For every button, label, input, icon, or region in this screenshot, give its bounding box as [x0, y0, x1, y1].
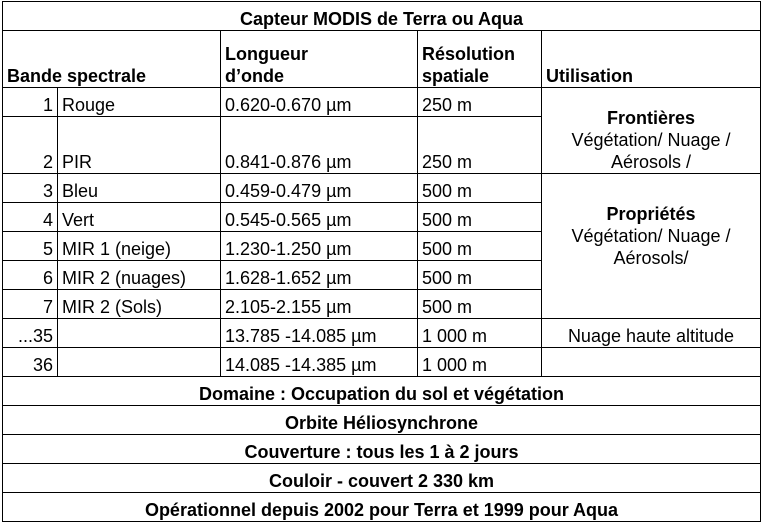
- band-wavelength: 0.841-0.876 µm: [221, 117, 418, 174]
- band-resolution: 1 000 m: [418, 348, 542, 377]
- table-row: [3, 319, 761, 348]
- band-resolution: 500 m: [418, 261, 542, 290]
- band-resolution: 250 m: [418, 88, 542, 117]
- footer-operational: Opérationnel depuis 2002 pour Terra et 1999 pour Aqua: [3, 493, 761, 522]
- footer-domain: Domaine : Occupation du sol et végétation: [3, 377, 761, 406]
- table-title: Capteur MODIS de Terra ou Aqua: [3, 2, 761, 31]
- band-resolution: 500 m: [418, 290, 542, 319]
- band-wavelength: 13.785 -14.085 µm: [221, 319, 418, 348]
- band-name: MIR 1 (neige): [58, 232, 221, 261]
- band-resolution: 1 000 m: [418, 319, 542, 348]
- band-name: Rouge: [58, 88, 221, 117]
- usage-group-proprietes: [542, 174, 761, 319]
- usage-group-title: Frontières: [606, 108, 696, 128]
- footer-coverage: Couverture : tous les 1 à 2 jours: [3, 435, 761, 464]
- band-number: 2: [3, 117, 58, 174]
- header-wavelength-line2: d’onde: [225, 66, 284, 86]
- band-resolution: 500 m: [418, 174, 542, 203]
- header-band: Bande spectrale: [3, 31, 221, 88]
- header-usage: Utilisation: [542, 31, 761, 88]
- modis-table: [2, 1, 761, 522]
- band-resolution: 500 m: [418, 232, 542, 261]
- usage-group-line2: Aérosols /: [610, 152, 692, 172]
- band-name: PIR: [58, 117, 221, 174]
- header-row: [3, 31, 761, 88]
- band-wavelength: 1.230-1.250 µm: [221, 232, 418, 261]
- band-wavelength: 1.628-1.652 µm: [221, 261, 418, 290]
- header-resolution-line2: spatiale: [422, 66, 490, 86]
- footer-orbit: Orbite Héliosynchrone: [3, 406, 761, 435]
- band-wavelength: 2.105-2.155 µm: [221, 290, 418, 319]
- band-name: MIR 2 (nuages): [58, 261, 221, 290]
- band-number: 36: [3, 348, 58, 377]
- band-number: 5: [3, 232, 58, 261]
- table-row: [3, 348, 761, 377]
- band-number: 7: [3, 290, 58, 319]
- band-usage-empty: [542, 348, 761, 377]
- table-row: [3, 88, 761, 117]
- band-usage: Nuage haute altitude: [542, 319, 761, 348]
- header-wavelength-line1: Longueur: [225, 44, 308, 64]
- header-resolution: [418, 31, 542, 88]
- band-number: 4: [3, 203, 58, 232]
- table-row: [3, 174, 761, 203]
- usage-group-line1: Végétation/ Nuage /: [571, 130, 731, 150]
- band-number: 6: [3, 261, 58, 290]
- band-number: 3: [3, 174, 58, 203]
- header-resolution-line1: Résolution: [422, 44, 515, 64]
- band-name: [58, 348, 221, 377]
- usage-group-frontieres: [542, 88, 761, 174]
- usage-group-line2: Aérosols/: [613, 248, 689, 268]
- band-name: MIR 2 (Sols): [58, 290, 221, 319]
- footer-swath: Couloir - couvert 2 330 km: [3, 464, 761, 493]
- usage-group-line1: Végétation/ Nuage /: [571, 226, 731, 246]
- band-number: ...35: [3, 319, 58, 348]
- band-resolution: 250 m: [418, 117, 542, 174]
- band-resolution: 500 m: [418, 203, 542, 232]
- band-wavelength: 14.085 -14.385 µm: [221, 348, 418, 377]
- band-wavelength: 0.620-0.670 µm: [221, 88, 418, 117]
- usage-group-title: Propriétés: [606, 204, 696, 224]
- header-wavelength: [221, 31, 418, 88]
- band-wavelength: 0.459-0.479 µm: [221, 174, 418, 203]
- band-name: [58, 319, 221, 348]
- band-number: 1: [3, 88, 58, 117]
- band-name: Vert: [58, 203, 221, 232]
- band-wavelength: 0.545-0.565 µm: [221, 203, 418, 232]
- band-name: Bleu: [58, 174, 221, 203]
